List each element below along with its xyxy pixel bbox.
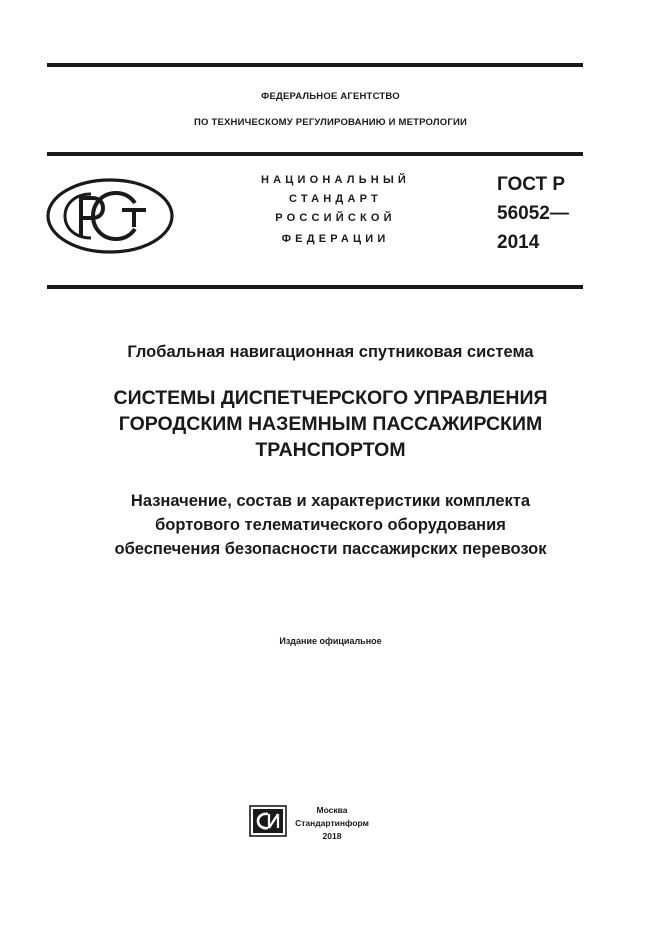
publisher-name: Стандартинформ	[295, 818, 369, 828]
sub-title-line-2: бортового телематического оборудования	[155, 516, 506, 534]
gost-r-certification-mark-icon	[45, 177, 175, 255]
main-title-line-2: ГОРОДСКИМ НАЗЕМНЫМ ПАССАЖИРСКИМ	[118, 413, 543, 435]
top-divider	[47, 63, 583, 67]
agency-name-line-1: ФЕДЕРАЛЬНОЕ АГЕНТСТВО	[261, 91, 400, 102]
edition-label: Издание официальное	[279, 636, 382, 646]
sub-title-line-1: Назначение, состав и характеристики комплекта	[130, 492, 531, 510]
publisher-year: 2018	[322, 831, 342, 841]
standard-type-line-2: СТАНДАРТ	[289, 193, 382, 205]
main-title-line-3: ТРАНСПОРТОМ	[255, 439, 406, 461]
agency-name-line-2: ПО ТЕХНИЧЕСКОМУ РЕГУЛИРОВАНИЮ И МЕТРОЛОГИИ	[194, 117, 467, 128]
header-divider	[47, 152, 583, 156]
standard-type-line-4: ФЕДЕРАЦИИ	[281, 233, 390, 245]
designation-line-3: 2014	[497, 232, 540, 253]
publisher-city: Москва	[316, 805, 348, 815]
designation-line-2: 56052—	[497, 203, 569, 224]
designation-line-1: ГОСТ Р	[497, 174, 566, 195]
standard-type-line-1: НАЦИОНАЛЬНЫЙ	[260, 174, 411, 186]
standartinform-logo-icon	[249, 805, 287, 837]
main-title-line-1: СИСТЕМЫ ДИСПЕТЧЕРСКОГО УПРАВЛЕНИЯ	[113, 387, 548, 409]
sub-title-line-3: обеспечения безопасности пассажирских перевозок	[114, 540, 547, 558]
title-divider	[47, 285, 583, 289]
standard-type-line-3: РОССИЙСКОЙ	[275, 212, 396, 224]
pre-title: Глобальная навигационная спутниковая система	[127, 343, 534, 361]
